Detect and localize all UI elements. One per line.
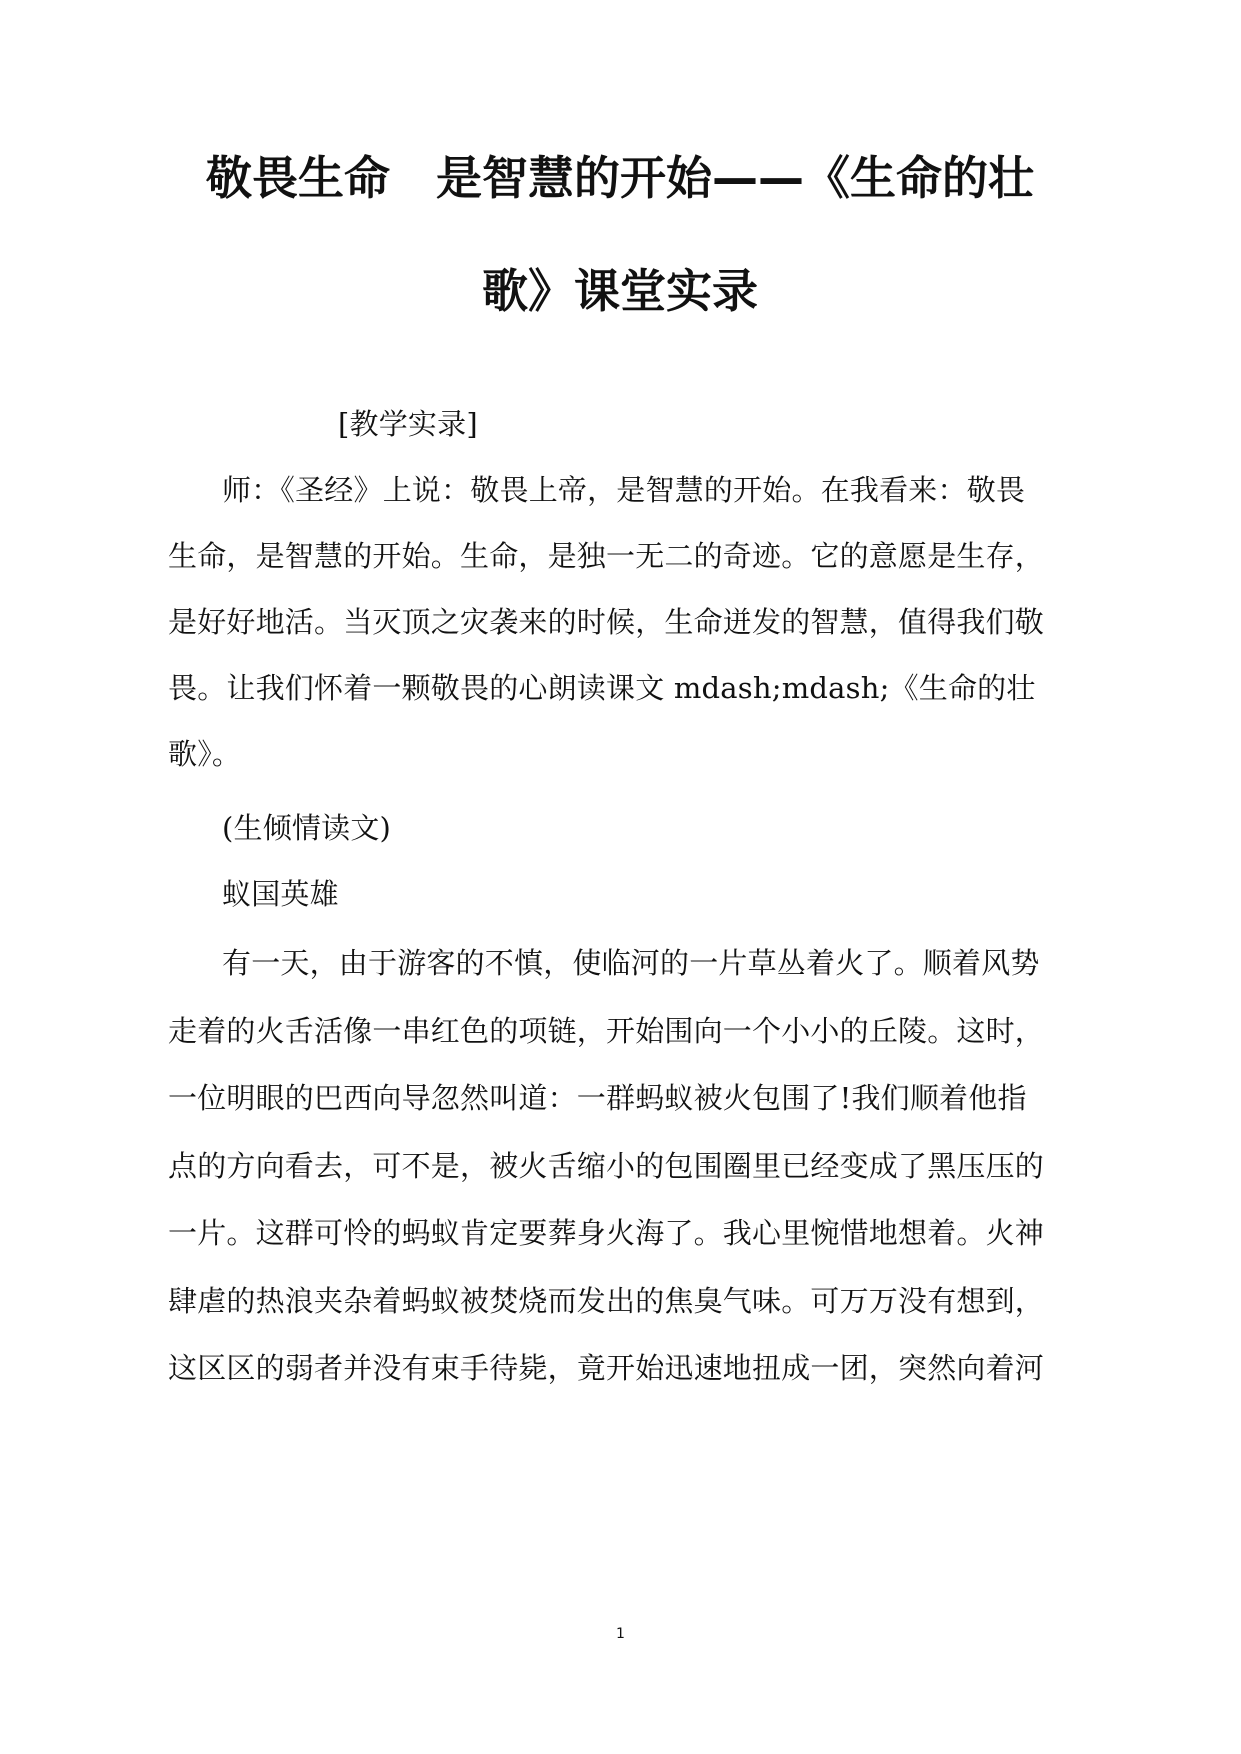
paragraph-line: 一位明眼的巴西向导忽然叫道：一群蚂蚁被火包围了!我们顺着他指	[168, 1081, 1027, 1115]
section-heading: [教学实录]	[338, 407, 478, 441]
paragraph-line: 畏。让我们怀着一颗敬畏的心朗读课文 mdash;mdash;《生命的壮	[168, 671, 1036, 705]
document-title-line-1: 敬畏生命 是智慧的开始——《生命的壮	[206, 151, 1034, 205]
paragraph-line: 点的方向看去，可不是，被火舌缩小的包围圈里已经变成了黑压压的	[168, 1149, 1045, 1183]
paragraph-line: 生命，是智慧的开始。生命，是独一无二的奇迹。它的意愿是生存，	[168, 539, 1045, 573]
paragraph-line: 走着的火舌活像一串红色的项链，开始围向一个小小的丘陵。这时，	[168, 1014, 1045, 1048]
stage-direction: (生倾情读文)	[222, 811, 392, 845]
paragraph-line: 肆虐的热浪夹杂着蚂蚁被焚烧而发出的焦臭气味。可万万没有想到，	[168, 1284, 1045, 1318]
paragraph-line: 一片。这群可怜的蚂蚁肯定要葬身火海了。我心里惋惜地想着。火神	[168, 1216, 1045, 1250]
page-number: 1	[616, 1626, 625, 1642]
paragraph-line: 这区区的弱者并没有束手待毙，竟开始迅速地扭成一团，突然向着河	[168, 1351, 1045, 1385]
paragraph-line: 歌》。	[168, 737, 242, 771]
reading-title: 蚁国英雄	[222, 877, 339, 911]
paragraph-line: 有一天，由于游客的不慎，使临河的一片草丛着火了。顺着风势	[222, 946, 1040, 980]
paragraph-line: 师：《圣经》上说：敬畏上帝，是智慧的开始。在我看来：敬畏	[222, 473, 1026, 507]
document-title-line-2: 歌》课堂实录	[482, 264, 758, 318]
paragraph-line: 是好好地活。当灭顶之灾袭来的时候，生命迸发的智慧，值得我们敬	[168, 605, 1045, 639]
